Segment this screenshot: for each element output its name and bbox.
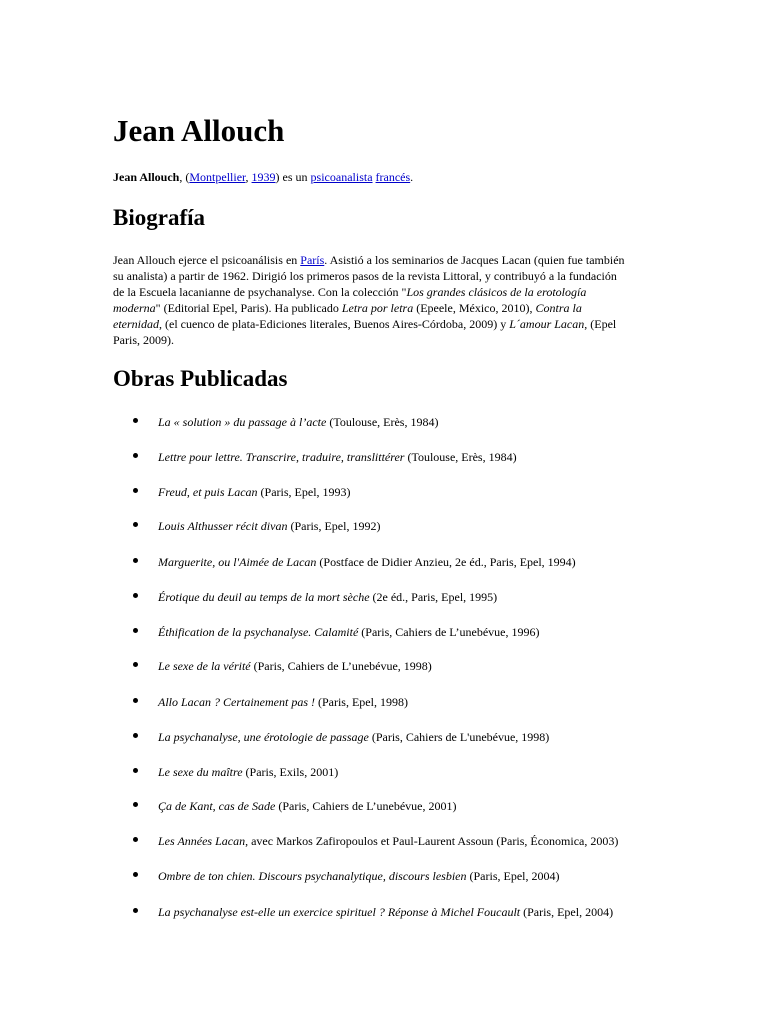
intro-text: , — [245, 170, 252, 184]
bio-text: de la Escuela lacanianne de psychanalyse. Con la colección " — [113, 285, 407, 299]
bio-text: , (el cuenco de plata-Ediciones literales, Buenos Aires-Córdoba, 2009) y — [159, 317, 510, 331]
bullet-icon — [133, 488, 138, 493]
work-details: (2e éd., Paris, Epel, 1995) — [369, 590, 498, 604]
bullet-icon — [133, 837, 138, 842]
work-title: Ombre de ton chien. Discours psychanalytique, discours lesbien — [158, 869, 467, 883]
bio-line — [113, 316, 673, 332]
bio-text: , (Epel — [584, 317, 617, 331]
list-item — [158, 624, 539, 640]
book-title: Letra por letra — [341, 301, 414, 315]
link-montpellier[interactable]: Montpellier — [189, 170, 246, 184]
intro-text: . — [410, 170, 414, 184]
bullet-icon — [133, 593, 138, 598]
work-title: La psychanalyse, une érotologie de passage — [158, 730, 369, 744]
list-item — [158, 658, 432, 674]
work-title: Lettre pour lettre. Transcrire, traduire, translittérer — [158, 450, 405, 464]
list-item — [158, 589, 497, 605]
intro-text: ) es un — [275, 170, 311, 184]
intro-name: Jean Allouch — [113, 170, 180, 184]
bullet-icon — [133, 698, 138, 703]
bio-line: su analista) a partir de 1962. Dirigió los primeros pasos de la revista Littoral, y contribuyó a la fundación — [113, 269, 617, 283]
list-item — [158, 798, 457, 814]
list-item — [158, 554, 576, 570]
work-details: (Paris, Cahiers de L’unebévue, 2001) — [275, 799, 457, 813]
intro-text: , ( — [179, 170, 190, 184]
section-heading-biografia: Biografía — [113, 205, 205, 230]
bio-text: (Epeele, México, 2010), — [413, 301, 536, 315]
work-title: Éthification de la psychanalyse. Calamité — [158, 625, 359, 639]
bullet-icon — [133, 908, 138, 913]
list-item — [158, 764, 338, 780]
link-psicoanalista[interactable]: psicoanalista — [310, 170, 373, 184]
intro-paragraph — [113, 169, 413, 185]
list-item — [158, 518, 380, 534]
biografia-paragraph — [113, 252, 673, 348]
list-item — [158, 414, 438, 430]
work-title: Érotique du deuil au temps de la mort sèche — [158, 590, 370, 604]
list-item — [158, 729, 549, 745]
work-details: (Paris, Epel, 2004) — [466, 869, 560, 883]
work-details: (Toulouse, Erès, 1984) — [326, 415, 439, 429]
work-details: (Paris, Cahiers de L’unebévue, 1996) — [358, 625, 540, 639]
work-details: , avec Markos Zafiropoulos et Paul-Laurent Assoun (Paris, Économica, 2003) — [245, 834, 619, 848]
work-title: Freud, et puis Lacan — [158, 485, 258, 499]
work-title: Louis Althusser récit divan — [158, 519, 288, 533]
bullet-icon — [133, 453, 138, 458]
bullet-icon — [133, 418, 138, 423]
bio-line — [113, 300, 673, 316]
section-heading-obras: Obras Publicadas — [113, 366, 288, 391]
collection-title: Los grandes clásicos de la erotología — [406, 285, 587, 299]
list-item — [158, 833, 618, 849]
list-item — [158, 694, 408, 710]
bullet-icon — [133, 662, 138, 667]
page-title: Jean Allouch — [113, 113, 285, 148]
list-item — [158, 868, 560, 884]
work-details: (Paris, Cahiers de L’unebévue, 1998) — [250, 659, 432, 673]
work-title: Le sexe de la vérité — [158, 659, 251, 673]
work-title: La psychanalyse est-elle un exercice spirituel ? Réponse à Michel Foucault — [158, 905, 521, 919]
bio-text: . Asistió a los seminarios de Jacques Lacan (quien fue también — [324, 253, 625, 267]
bullet-icon — [133, 558, 138, 563]
work-title: Marguerite, ou l'Aimée de Lacan — [158, 555, 317, 569]
link-paris[interactable]: París — [300, 253, 325, 267]
work-title: Les Années Lacan — [158, 834, 246, 848]
bullet-icon — [133, 522, 138, 527]
work-details: (Postface de Didier Anzieu, 2e éd., Paris, Epel, 1994) — [316, 555, 576, 569]
work-details: (Paris, Epel, 1993) — [257, 485, 351, 499]
bio-text: Jean Allouch ejerce el psicoanálisis en — [113, 253, 301, 267]
bio-line — [113, 284, 673, 300]
work-title: Allo Lacan ? Certainement pas ! — [158, 695, 315, 709]
bullet-icon — [133, 628, 138, 633]
bullet-icon — [133, 768, 138, 773]
list-item — [158, 484, 351, 500]
bullet-icon — [133, 733, 138, 738]
book-title: L´amour Lacan — [509, 317, 585, 331]
work-title: Le sexe du maître — [158, 765, 243, 779]
book-title: eternidad — [113, 317, 159, 331]
bullet-icon — [133, 802, 138, 807]
link-frances[interactable]: francés — [375, 170, 411, 184]
work-title: Ça de Kant, cas de Sade — [158, 799, 276, 813]
work-details: (Toulouse, Erès, 1984) — [404, 450, 517, 464]
list-item — [158, 449, 517, 465]
book-title: Contra la — [535, 301, 582, 315]
work-title: La « solution » du passage à l’acte — [158, 415, 327, 429]
work-details: (Paris, Cahiers de L'unebévue, 1998) — [368, 730, 550, 744]
bullet-icon — [133, 872, 138, 877]
work-details: (Paris, Exils, 2001) — [242, 765, 339, 779]
bio-line: Paris, 2009). — [113, 333, 174, 347]
link-1939[interactable]: 1939 — [251, 170, 276, 184]
work-details: (Paris, Epel, 1992) — [287, 519, 381, 533]
work-details: (Paris, Epel, 1998) — [314, 695, 408, 709]
collection-title: moderna — [113, 301, 156, 315]
bio-line — [113, 252, 673, 268]
bio-text: " (Editorial Epel, Paris). Ha publicado — [155, 301, 342, 315]
work-details: (Paris, Epel, 2004) — [520, 905, 614, 919]
list-item — [158, 904, 613, 920]
